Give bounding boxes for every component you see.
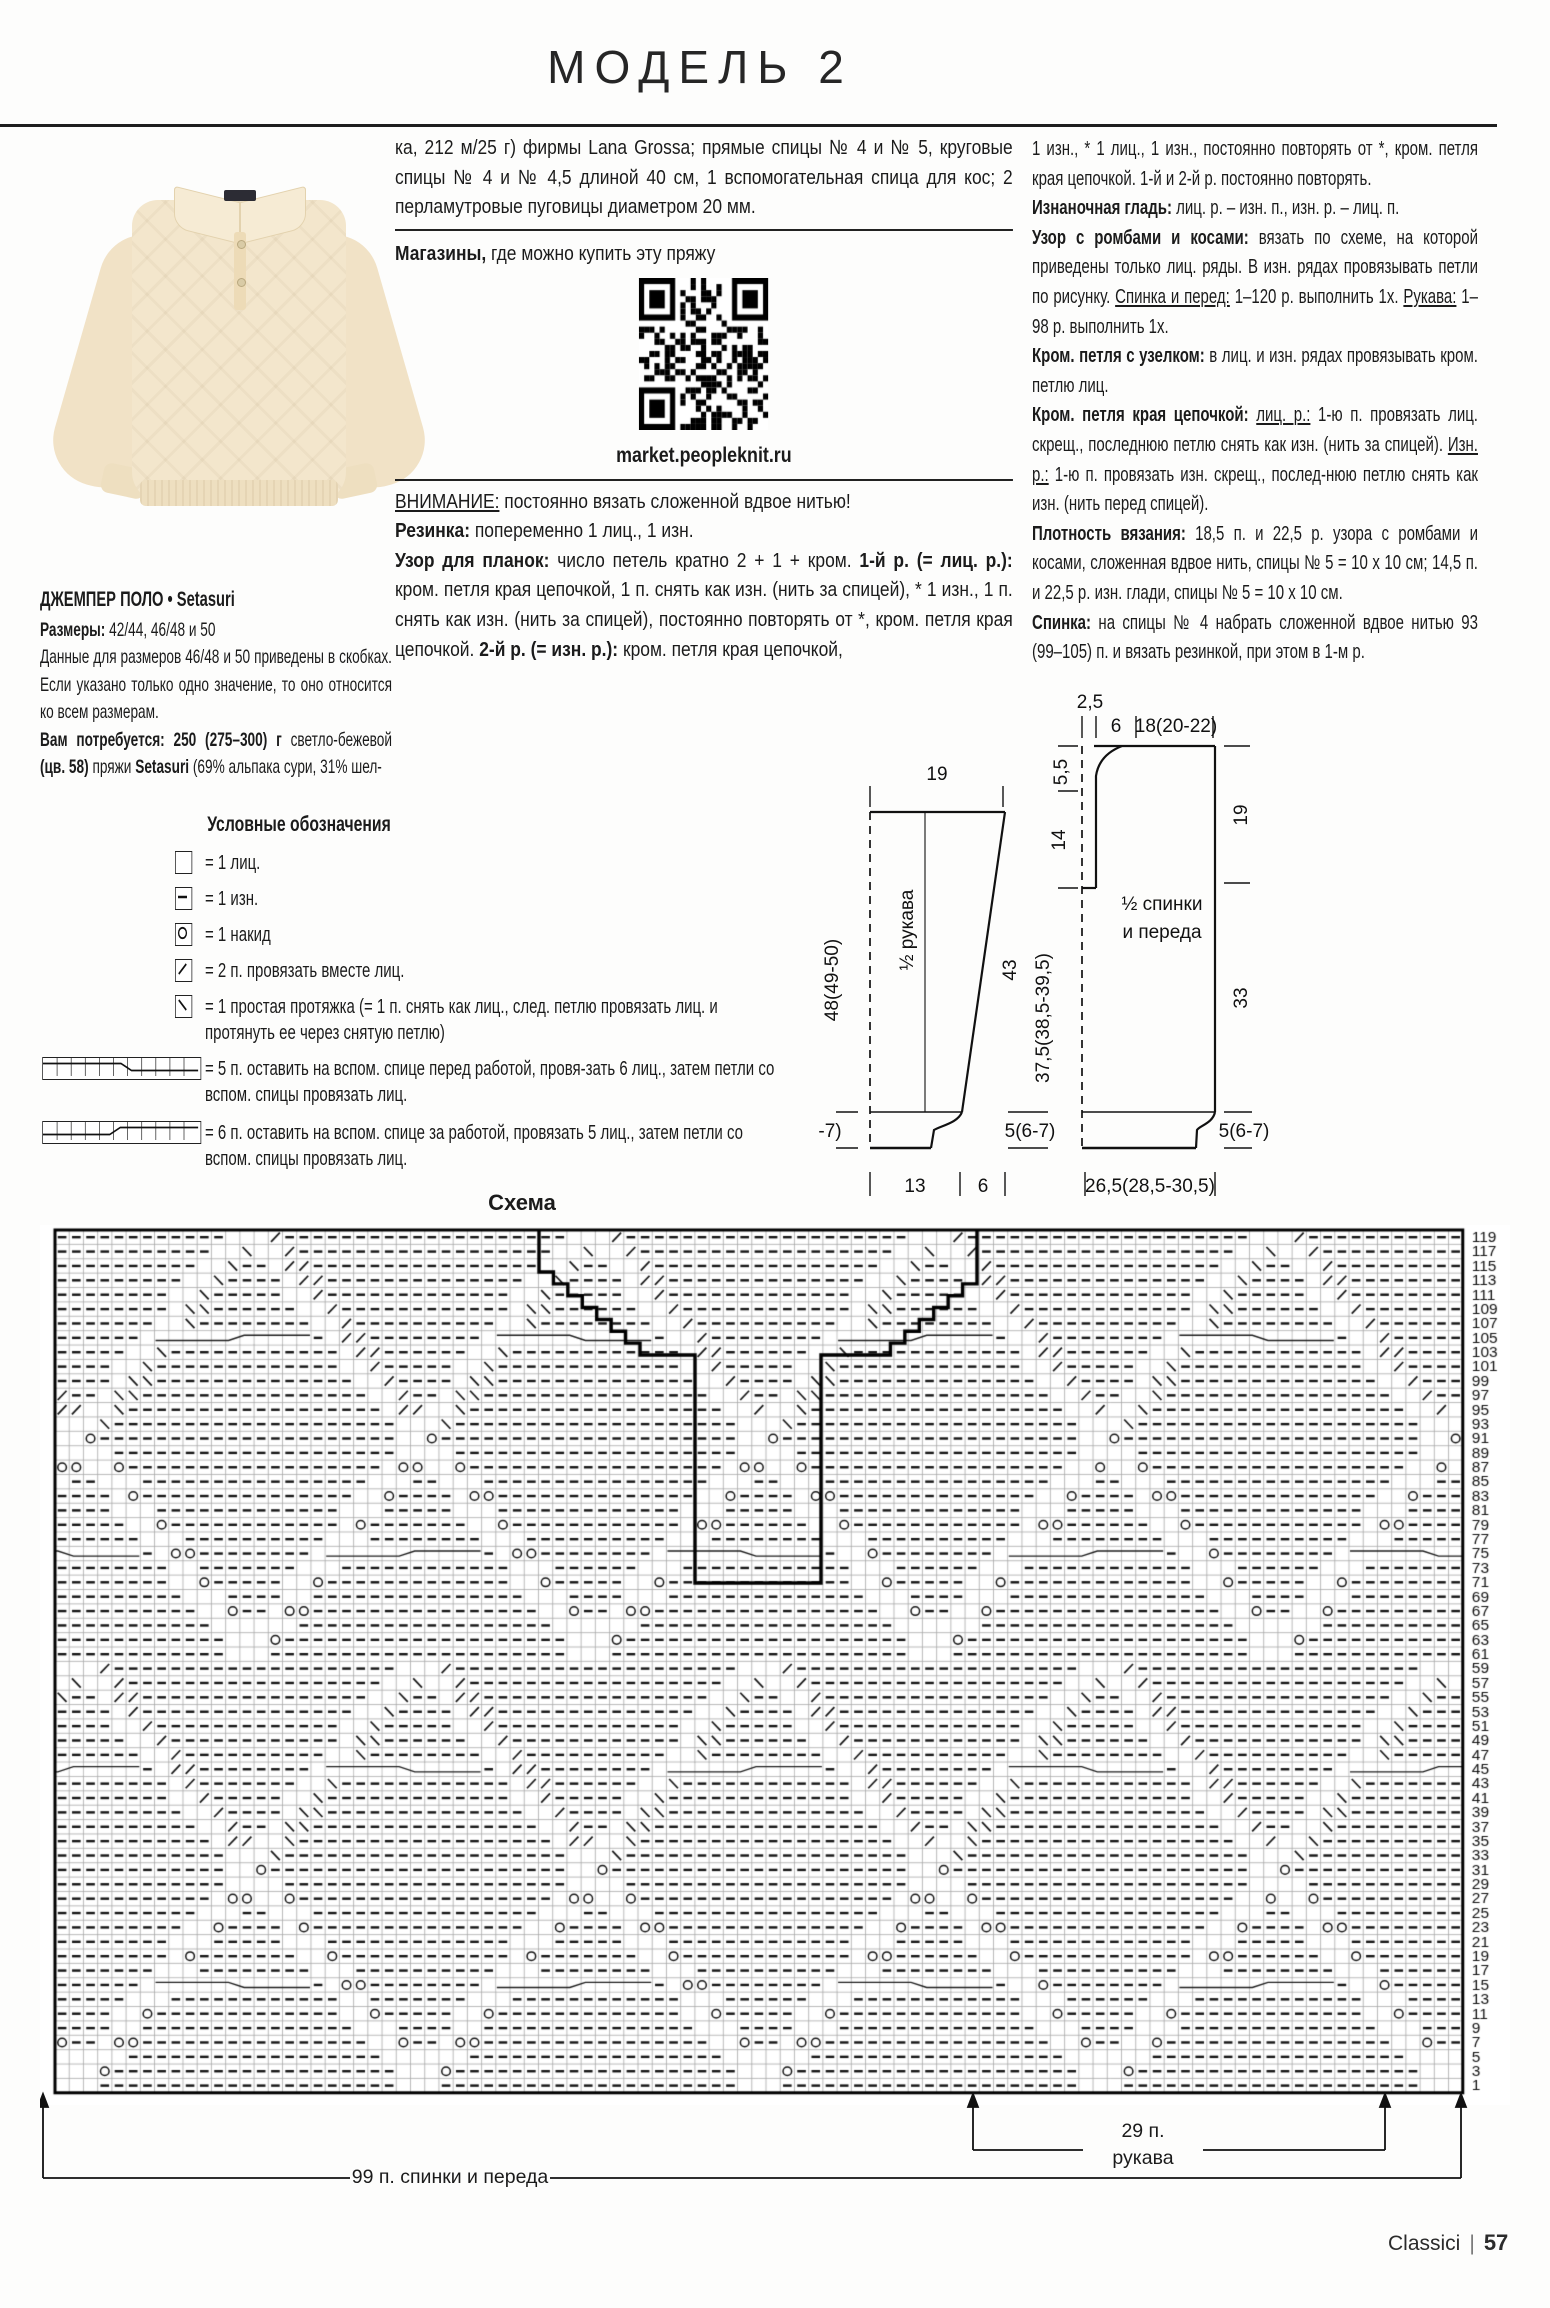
sizes-paragraph: Размеры: 42/44, 46/48 и 50 [40, 618, 216, 641]
legend-title: Условные обозначения [207, 813, 391, 836]
legend-item [40, 1056, 780, 1108]
legend-item [40, 958, 780, 984]
header-rule [0, 124, 1497, 127]
legend-item-label: = 2 п. провязать вместе лиц. [205, 960, 405, 982]
legend-item-label: = 1 лиц. [205, 852, 261, 874]
sizes-note-paragraph: Данные для размеров 46/48 и 50 приведены в скобках. Если указано только одно значение, то оно относится ко всем размерам. [40, 646, 392, 723]
sleeve-right-length-label: 43 [1000, 959, 1021, 981]
page-title: МОДЕЛЬ 2 [547, 41, 853, 93]
plank-paragraph: Узор для планок: число петель кратно 2 + 1 + кром. 1-й р. (= лиц. р.): кром. петля края цепочкой, 1 п. снять как изн. (нить за спицей), * 1 изн., 1 п. снять как изн. (нить за спицей), постоянно повторять от *, кром. петля края цепочкой. 2-й р. (= изн. р.): кром. петля края цепочкой, [395, 548, 1013, 661]
body-placket-width: 2,5 [1076, 692, 1104, 713]
yarn-over-circle-box-icon [175, 923, 192, 946]
sleeve-bottom-width2: 6 [977, 1176, 989, 1197]
page-footer [1388, 2230, 1508, 2256]
instruction-paragraph: 1 изн., * 1 лиц., 1 изн., постоянно повторять от *, кром. петля края цепочкой. 1-й и 2-й р. постоянно повторять. [1032, 138, 1478, 190]
sleeve-cuff-height-label: 5(6-7) [1004, 1121, 1056, 1142]
body-shoulder-width: 18(20-22) [1134, 716, 1218, 737]
body-neck-depth: 5,5 [1051, 758, 1072, 786]
body-placket-length: 14 [1049, 829, 1070, 851]
instruction-paragraph: Кром. петля края цепочкой: лиц. р.: 1-ю п. провязать лиц. скрещ., последнюю петлю снять как изн. (нить за спицей). Изн. р.: 1-ю п. провязать изн. скрещ., послед-нюю петлю снять как изн. (нить перед спицей). [1032, 404, 1478, 516]
legend-item [40, 994, 780, 1046]
sleeve-stitches-label: 29 п. [1083, 2120, 1203, 2143]
magazine-name: Classici [1388, 2232, 1461, 2255]
attention-paragraph: ВНИМАНИЕ: постоянно вязать сложенной вдвое нитью! [395, 489, 851, 513]
sweater-hem [140, 480, 338, 506]
chart-heading: Схема [488, 1190, 556, 1215]
sleeve-bottom-width1: 13 [904, 1176, 926, 1197]
garment-schematics [800, 680, 1360, 1225]
legend-item-label: = 5 п. оставить на вспом. спице перед работой, провя-зать 6 лиц., затем петли со вспом. спицы провязать лиц. [205, 1058, 775, 1106]
page-number: 57 [1483, 2230, 1509, 2255]
legend-item [40, 886, 780, 912]
sweater-button [237, 240, 246, 249]
legend-item-label: = 1 накид [205, 924, 271, 946]
legend-item [40, 1120, 780, 1172]
instruction-paragraph: Плотность вязания: 18,5 п. и 22,5 р. узора с ромбами и косами, сложенная вдвое нить, спицы № 5 = 10 х 10 см; 14,5 п. и 22,5 р. изн. глади, спицы № 5 = 10 х 10 см. [1032, 522, 1478, 604]
body-schematic [1033, 692, 1269, 1197]
sweater-photo [70, 128, 408, 568]
legend-item-label: = 1 простая протяжка (= 1 п. снять как лиц., след. петлю провязать лиц. и протянуть ее через снятую петлю) [205, 996, 718, 1044]
right-column [1032, 135, 1478, 668]
purl-dash-box-icon [175, 887, 192, 910]
body-side-length: 37,5(38,5-39,5) [1033, 953, 1054, 1083]
legend-item-label: = 6 п. оставить на вспом. спице за работой, провязать 5 лиц., затем петли со вспом. спицы провязать лиц. [205, 1122, 743, 1170]
sleeve-length-label: 48(49-50) [822, 938, 843, 1022]
rib-paragraph: Резинка: попеременно 1 лиц., 1 изн. [395, 519, 694, 543]
body-body-height: 33 [1231, 987, 1252, 1009]
divider [395, 229, 1013, 231]
middle-column [395, 133, 1013, 664]
legend-item [40, 922, 780, 948]
sleeve-schematic [818, 764, 1055, 1197]
sleeve-top-width: 19 [926, 764, 948, 785]
body-rib-height: 5(6-7) [1218, 1121, 1270, 1142]
materials-paragraph: Вам потребуется: 250 (275–300) г светло-бежевой (цв. 58) пряжи Setasuri (69% альпака сури, 31% шел- [40, 728, 392, 778]
body-piece-label: и переда [1122, 922, 1202, 943]
cable-back-strip-icon [42, 1121, 201, 1144]
instruction-paragraph: Кром. петля с узелком: в лиц. и изн. рядах провязывать кром. петлю лиц. [1032, 345, 1478, 397]
legend-item [40, 850, 780, 876]
instruction-paragraph: Изнаночная гладь: лиц. р. – изн. п., изн. р. – лиц. п. [1032, 197, 1400, 220]
sleeve-cuff-left-label: -7) [818, 1121, 842, 1142]
symbol-legend [40, 812, 780, 1184]
shops-line: Магазины, где можно купить эту пряжу [395, 241, 716, 265]
knitting-chart [40, 1225, 1510, 2105]
body-neck-width: 6 [1110, 716, 1122, 737]
sweater-button [237, 278, 246, 287]
body-piece-label: ½ спинки [1121, 894, 1203, 915]
body-armhole-height: 19 [1231, 804, 1252, 826]
sweater-label [224, 190, 256, 201]
knit-empty-box-icon [175, 851, 192, 874]
body-bottom-width: 26,5(28,5-30,5) [1085, 1176, 1215, 1197]
qr-code [639, 278, 768, 430]
divider [395, 479, 1013, 481]
sleeve-fold-label: ½ рукава [897, 889, 918, 971]
chart-brackets [40, 2090, 1510, 2200]
k2tog-slash-box-icon [175, 959, 192, 982]
qr-caption: market.peopleknit.ru [616, 443, 792, 467]
instruction-paragraph: Спинка: на спицы № 4 набрать сложенной вдвое нитью 93 (99–105) п. и вязать резинкой, при этом в 1-м р. [1032, 611, 1478, 664]
instructions [1032, 135, 1478, 668]
legend-item-label: = 1 изн. [205, 888, 259, 910]
left-column [40, 586, 392, 782]
yarn-paragraph: ка, 212 м/25 г) фирмы Lana Grossa; прямые спицы № 4 и № 5, круговые спицы № 4 и № 4,5 длиной 40 см, 1 вспомогательная спица для кос; 2 перламутровые пуговицы диаметром 20 мм. [395, 136, 1013, 219]
footer-separator: | [1469, 2232, 1475, 2255]
cable-front-strip-icon [42, 1057, 201, 1080]
ssk-backslash-box-icon [175, 995, 192, 1018]
instruction-paragraph: Узор с ромбами и косами: вязать по схеме, на которой приведены только лиц. ряды. В изн. рядах провязывать петли по рисунку. Спинка и перед: 1–120 р. выполнить 1х. Рукава: 1–98 р. выполнить 1х. [1032, 226, 1478, 338]
sleeve-stitches-label2: рукава [1083, 2147, 1203, 2170]
pattern-title: ДЖЕМПЕР ПОЛО • Setasuri [40, 588, 235, 611]
body-stitches-label: 99 п. спинки и переда [351, 2166, 549, 2188]
